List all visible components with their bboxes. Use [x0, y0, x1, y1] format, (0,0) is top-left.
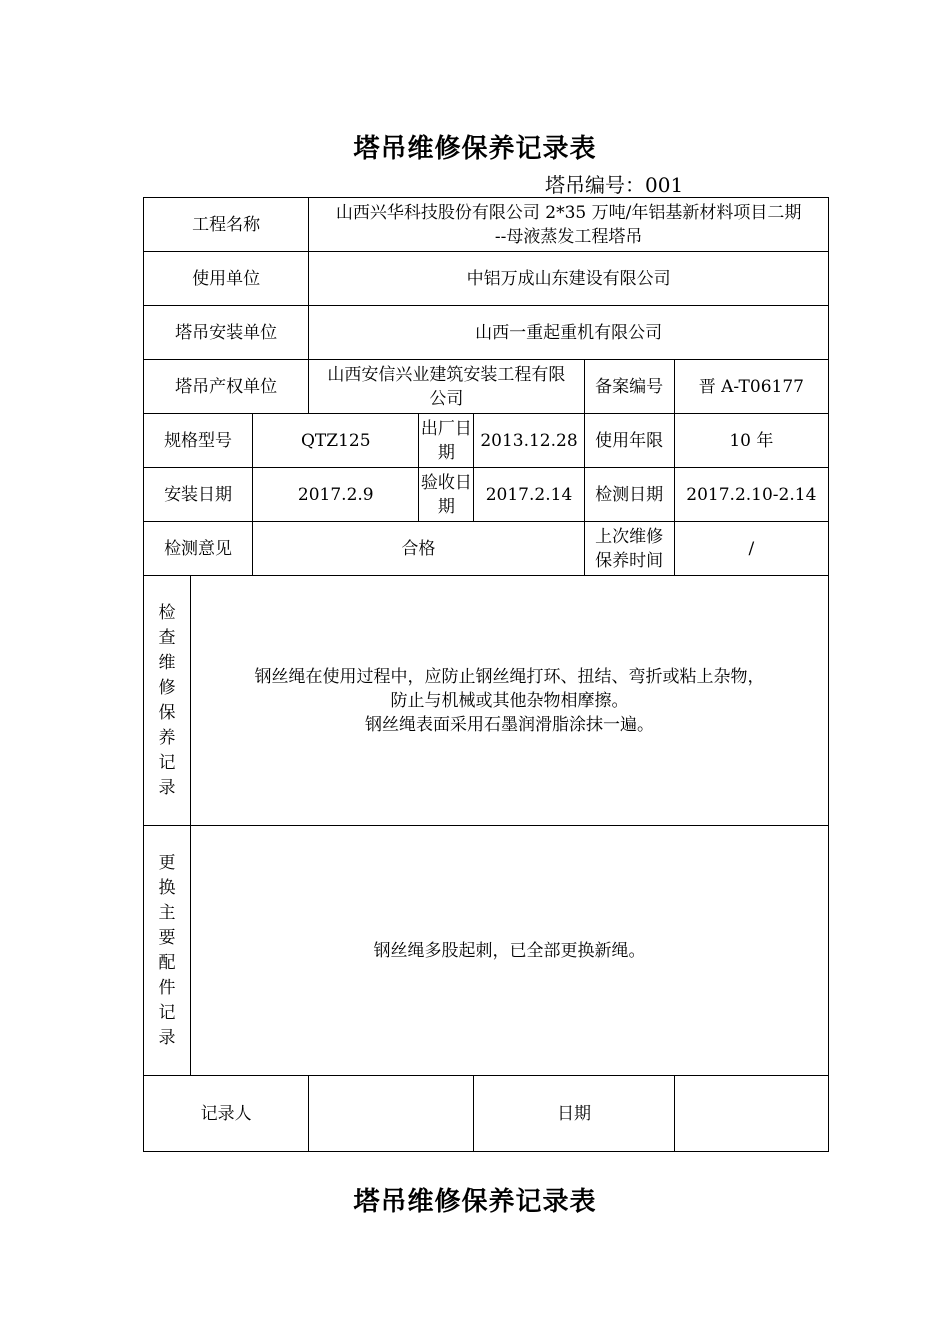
install-date-label: 安装日期 [144, 468, 253, 522]
label-char: 保 [158, 702, 176, 723]
replacement-line: 钢丝绳多股起刺，已全部更换新绳。 [373, 940, 646, 961]
label-char: 修 [158, 677, 176, 698]
date-value[interactable] [674, 1076, 828, 1152]
property-unit-label: 塔吊产权单位 [144, 360, 309, 414]
install-unit-label: 塔吊安装单位 [144, 306, 309, 360]
label-char: 换 [158, 877, 176, 898]
inspection-line: 防止与机械或其他杂物相摩擦。 [390, 690, 629, 711]
property-unit-line2: 公司 [429, 388, 464, 409]
crane-number: 塔吊编号：001 [545, 173, 684, 197]
row-replacement-record [144, 826, 829, 1076]
factory-date-value: 2013.12.28 [474, 414, 584, 468]
record-table [143, 197, 829, 1152]
row-model [144, 414, 829, 468]
label-char: 更 [158, 852, 176, 873]
last-maintenance-label [584, 522, 674, 576]
label-char: 录 [158, 777, 176, 798]
label-char: 件 [158, 977, 176, 998]
label-char: 记 [158, 1002, 176, 1023]
row-project-name [144, 198, 829, 252]
project-name-value [309, 198, 829, 252]
next-page-title: 塔吊维修保养记录表 [353, 1187, 597, 1217]
property-unit-value [309, 360, 584, 414]
inspection-record-label [144, 576, 191, 826]
test-opinion-label: 检测意见 [144, 522, 253, 576]
user-unit-value: 中铝万成山东建设有限公司 [309, 252, 829, 306]
last-maintenance-label-line2: 保养时间 [595, 550, 664, 571]
label-char: 维 [158, 652, 176, 673]
last-maintenance-label-line1: 上次维修 [595, 526, 664, 547]
row-install-date [144, 468, 829, 522]
inspection-record-content [191, 576, 829, 826]
test-date-label: 检测日期 [584, 468, 674, 522]
label-char: 记 [158, 752, 176, 773]
property-unit-line1: 山西安信兴业建筑安装工程有限 [327, 364, 566, 385]
recorder-value[interactable] [309, 1076, 474, 1152]
inspection-line: 钢丝绳表面采用石墨润滑脂涂抹一遍。 [365, 714, 655, 735]
project-name-label: 工程名称 [144, 198, 309, 252]
replacement-record-label [144, 826, 191, 1076]
replacement-record-content [191, 826, 829, 1076]
record-no-label: 备案编号 [584, 360, 674, 414]
test-opinion-value: 合格 [253, 522, 584, 576]
install-unit-value: 山西一重起重机有限公司 [309, 306, 829, 360]
page-title: 塔吊维修保养记录表 [353, 134, 597, 164]
project-name-line2: --母液蒸发工程塔吊 [494, 226, 643, 247]
factory-date-label: 出厂日期 [419, 414, 474, 468]
label-char: 查 [158, 627, 176, 648]
label-char: 养 [158, 727, 176, 748]
service-life-label: 使用年限 [584, 414, 674, 468]
service-life-value: 10 年 [674, 414, 828, 468]
recorder-label: 记录人 [144, 1076, 309, 1152]
label-char: 检 [158, 602, 176, 623]
label-char: 主 [158, 902, 176, 923]
user-unit-label: 使用单位 [144, 252, 309, 306]
project-name-line1: 山西兴华科技股份有限公司 2*35 万吨/年铝基新材料项目二期 [335, 202, 802, 223]
label-char: 配 [158, 952, 176, 973]
row-signature [144, 1076, 829, 1152]
inspection-line: 钢丝绳在使用过程中，应防止钢丝绳打环、扭结、弯折或粘上杂物， [254, 666, 765, 687]
row-test-opinion [144, 522, 829, 576]
acceptance-date-label: 验收日期 [419, 468, 474, 522]
last-maintenance-value: / [674, 522, 828, 576]
row-install-unit [144, 306, 829, 360]
date-label: 日期 [474, 1076, 674, 1152]
record-no-value: 晋 A-T06177 [674, 360, 828, 414]
test-date-value: 2017.2.10-2.14 [674, 468, 828, 522]
row-property-unit [144, 360, 829, 414]
model-label: 规格型号 [144, 414, 253, 468]
label-char: 要 [158, 927, 176, 948]
model-value: QTZ125 [253, 414, 419, 468]
row-user-unit [144, 252, 829, 306]
install-date-value: 2017.2.9 [253, 468, 419, 522]
acceptance-date-value: 2017.2.14 [474, 468, 584, 522]
label-char: 录 [158, 1027, 176, 1048]
row-inspection-record [144, 576, 829, 826]
